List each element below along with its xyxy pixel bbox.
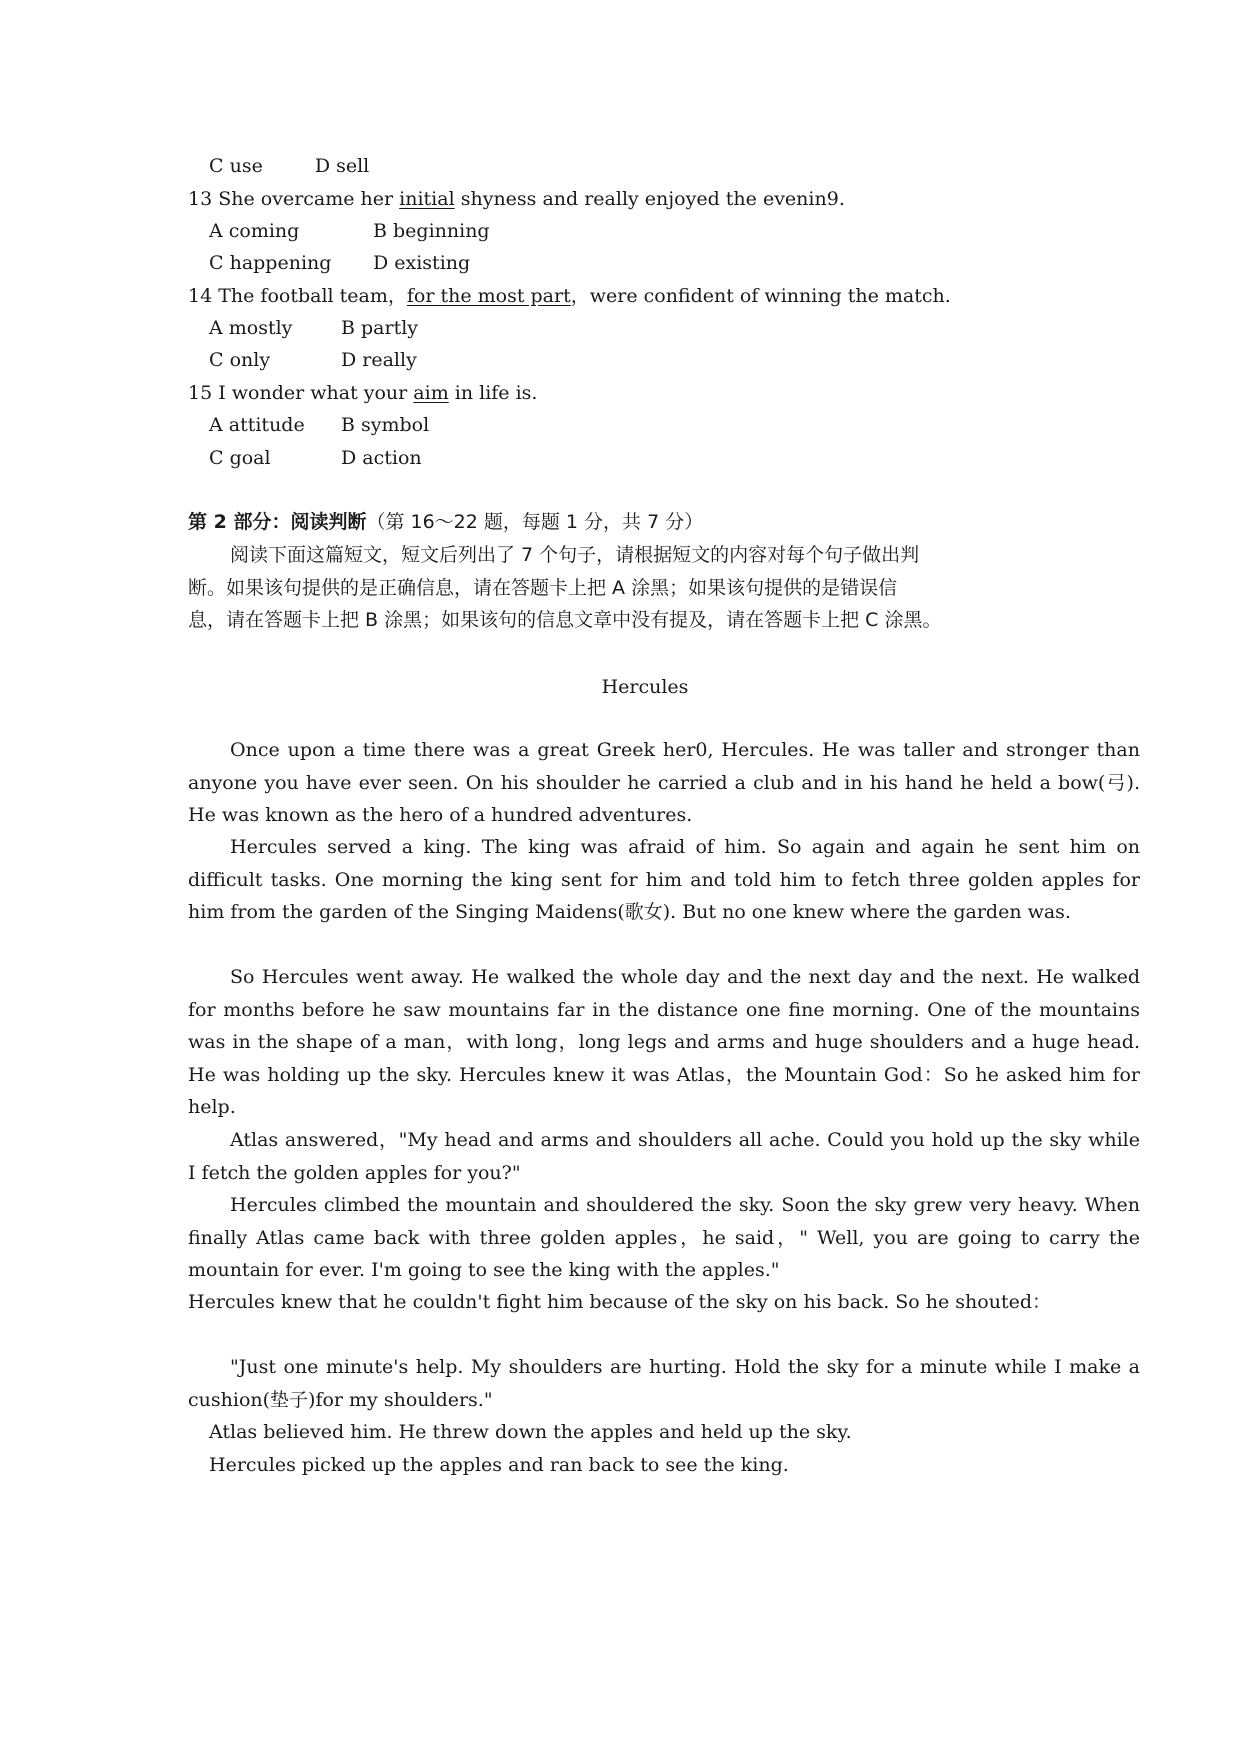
q13-number: 13 bbox=[188, 188, 213, 210]
q13-option-d: D existing bbox=[373, 252, 471, 274]
q14-option-d: D really bbox=[341, 349, 417, 371]
passage-paragraph-5: Hercules climbed the mountain and shouldered the sky. Soon the sky grew very heavy. When finally Atlas came back with three golden apples，he said，" Well, you are going to carry the mountain for ever. I'm going to see the king with the apples." bbox=[188, 1194, 1140, 1281]
instruction-line-2: 断。如果该句提供的是正确信息，请在答题卡上把 A 涂黑；如果该句提供的是错误信 bbox=[188, 577, 898, 599]
passage-paragraph-2: Hercules served a king. The king was afraid of him. So again and again he sent him on difficult tasks. One morning the king sent for him and told him to fetch three golden apples for him from the garden of the Singing Maidens(歌女). But no one knew where the garden was. bbox=[188, 836, 1140, 923]
q14-stem bbox=[188, 280, 951, 312]
q15-text-pre: I wonder what your bbox=[218, 382, 408, 404]
q15-number: 15 bbox=[188, 382, 213, 404]
q12-options-row bbox=[209, 150, 369, 182]
passage-paragraph-6: Hercules knew that he couldn't fight him because of the sky on his back. So he shouted： bbox=[188, 1291, 1051, 1313]
q14-text-pre: The football team， bbox=[218, 285, 407, 307]
q12-option-d: D sell bbox=[314, 155, 370, 177]
passage-paragraph-9: Hercules picked up the apples and ran back to see the king. bbox=[209, 1454, 789, 1476]
q13-option-c: C happening bbox=[209, 252, 332, 274]
q14-number: 14 bbox=[188, 285, 213, 307]
q15-option-c: C goal bbox=[209, 447, 271, 469]
section-2-note: （第 16～22 题，每题 1 分，共 7 分） bbox=[366, 511, 704, 533]
q14-option-b: B partly bbox=[341, 317, 419, 339]
q12-option-c: C use bbox=[209, 155, 263, 177]
q15-option-a: A attitude bbox=[209, 414, 305, 436]
q15-option-d: D action bbox=[341, 447, 422, 469]
passage-paragraph-3: So Hercules went away. He walked the whole day and the next day and the next. He walked for months before he saw mountains far in the distance one fine morning. One of the mountains was in the shape of a man，with long，long legs and arms and huge shoulders and a huge head. He was holding up the sky. Hercules knew it was Atlas，the Mountain God：So he asked him for help. bbox=[188, 966, 1140, 1118]
q15-keyword: aim bbox=[413, 382, 449, 404]
q15-options-row-2 bbox=[209, 442, 422, 474]
q13-text-post: shyness and really enjoyed the evenin9. bbox=[460, 188, 845, 210]
instruction-line-1: 阅读下面这篇短文，短文后列出了 7 个句子，请根据短文的内容对每个句子做出判 bbox=[230, 544, 920, 566]
q15-options-row-1 bbox=[209, 409, 429, 441]
q15-text-post: in life is. bbox=[454, 382, 538, 404]
q14-option-a: A mostly bbox=[209, 317, 293, 339]
q13-option-a: A coming bbox=[209, 220, 300, 242]
section-2-title: 第 2 部分：阅读判断 bbox=[188, 511, 367, 533]
passage-paragraph-8: Atlas believed him. He threw down the apples and held up the sky. bbox=[209, 1421, 852, 1443]
q13-keyword: initial bbox=[399, 188, 455, 210]
q13-stem bbox=[188, 183, 845, 215]
q14-options-row-2 bbox=[209, 344, 417, 376]
section-2-heading bbox=[188, 506, 703, 538]
q13-options-row-2 bbox=[209, 247, 470, 279]
instruction-line-3: 息，请在答题卡上把 B 涂黑；如果该句的信息文章中没有提及，请在答题卡上把 C 涂黑。 bbox=[188, 609, 942, 631]
passage-paragraph-1: Once upon a time there was a great Greek her0, Hercules. He was taller and stronger than anyone you have ever seen. On his shoulder he carried a club and in his hand he held a bow(弓). He was known as the hero of a hundred adventures. bbox=[188, 739, 1140, 826]
passage-paragraph-7: "Just one minute's help. My shoulders are hurting. Hold the sky for a minute while I make a cushion(垫子)for my shoulders." bbox=[188, 1356, 1140, 1411]
q13-option-b: B beginning bbox=[373, 220, 490, 242]
q13-options-row-1 bbox=[209, 215, 490, 247]
q13-text-pre: She overcame her bbox=[218, 188, 394, 210]
q15-option-b: B symbol bbox=[341, 414, 430, 436]
q14-keyword: for the most part bbox=[406, 285, 571, 307]
passage-paragraph-4: Atlas answered，"My head and arms and shoulders all ache. Could you hold up the sky while I fetch the golden apples for you?" bbox=[188, 1129, 1140, 1184]
q14-text-post: ，were confident of winning the match. bbox=[570, 285, 951, 307]
passage-title: Hercules bbox=[601, 676, 689, 698]
q14-option-c: C only bbox=[209, 349, 271, 371]
q14-options-row-1 bbox=[209, 312, 418, 344]
q15-stem bbox=[188, 377, 537, 409]
